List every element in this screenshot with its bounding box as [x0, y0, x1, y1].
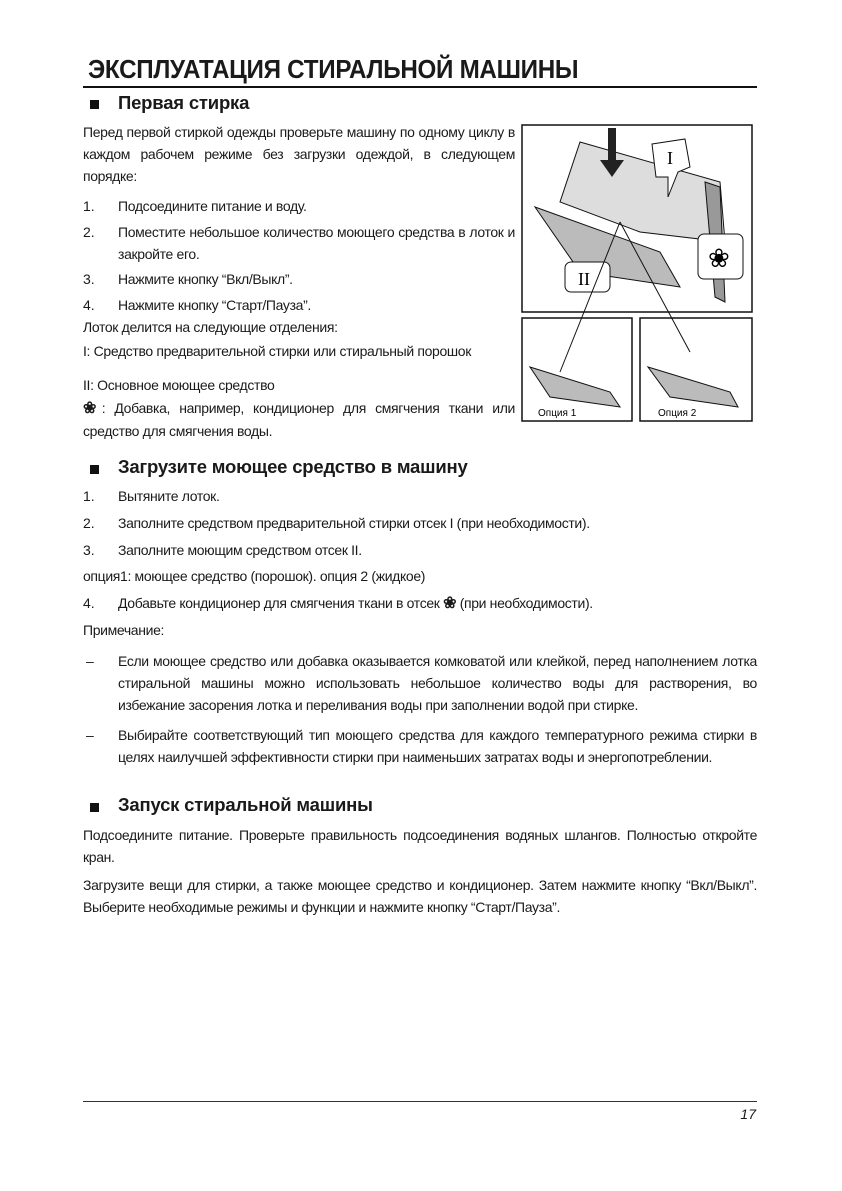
bullet-square	[90, 100, 99, 109]
label-I: I	[667, 148, 673, 168]
start-paragraph-2: Загрузите вещи для стирки, а также моющее средство и кондиционер. Затем нажмите кнопку “Вкл/Выкл”. Выберите необходимые режимы и функции и нажмите кнопку “Старт/Пауза”.	[83, 877, 757, 915]
step-text: Заполните средством предварительной стирки отсек I (при необходимости).	[118, 515, 590, 531]
flower-icon: ❀	[443, 595, 457, 612]
note-label: Примечание:	[83, 622, 165, 638]
step-number: 1.	[83, 488, 95, 504]
step-number: 3.	[83, 542, 95, 558]
step-text: Нажмите кнопку “Вкл/Выкл”.	[118, 271, 293, 287]
note-text: Если моющее средство или добавка оказывается комковатой или клейкой, перед наполнением лотка стиральной машины можно использовать небольшое количество воды для растворения, во избежание засорения лотка и переливания воды при заполнении водой при стирке.	[118, 653, 757, 713]
step-text: Вытяните лоток.	[118, 488, 220, 504]
step-number: 3.	[83, 271, 95, 287]
step-number: 4.	[83, 595, 95, 611]
page-number: 17	[740, 1106, 756, 1122]
step-number: 2.	[83, 515, 95, 531]
dash-bullet: –	[86, 653, 94, 669]
footer-rule	[83, 1101, 757, 1102]
step4-b: (при необходимости).	[456, 595, 593, 611]
dash-bullet: –	[86, 727, 94, 743]
compartment-3-text: : Добавка, например, кондиционер для смягчения ткани или средство для смягчения воды.	[83, 400, 515, 439]
compartment-2: II: Основное моющее средство	[83, 377, 275, 393]
step-text: Подсоедините питание и воду.	[118, 198, 307, 214]
flower-icon: ❀	[83, 400, 102, 417]
step-number: 1.	[83, 198, 95, 214]
option-2-label: Опция 2	[658, 408, 697, 419]
step4-a: Добавьте кондиционер для смягчения ткани в отсек	[118, 595, 444, 611]
tray-text: Лоток делится на следующие отделения:	[83, 319, 338, 335]
step-text: Поместите небольшое количество моющего средства в лоток и закройте его.	[118, 224, 515, 262]
step-text: Нажмите кнопку “Старт/Пауза”.	[118, 297, 311, 313]
option-note: опция1: моющее средство (порошок). опция 2 (жидкое)	[83, 568, 426, 584]
note-text: Выбирайте соответствующий тип моющего средства для каждого температурного режима стирки в целях наилучшей эффективности стирки при наименьших затратах воды и энергопотреблении.	[118, 727, 757, 765]
start-paragraph-1: Подсоедините питание. Проверьте правильность подсоединения водяных шлангов. Полностью откройте кран.	[83, 827, 757, 865]
bullet-square	[90, 803, 99, 812]
compartment-1: I: Средство предварительной стирки или стиральный порошок	[83, 343, 471, 359]
detergent-drawer-figure	[520, 122, 756, 424]
heading-load-detergent: Загрузите моющее средство в машину	[118, 456, 468, 477]
step-text: Заполните моющим средством отсек II.	[118, 542, 362, 558]
heading-start-machine: Запуск стиральной машины	[118, 794, 373, 815]
page-title: ЭКСПЛУАТАЦИЯ СТИРАЛЬНОЙ МАШИНЫ	[88, 54, 579, 84]
label-II: II	[578, 269, 590, 289]
title-rule	[83, 86, 757, 88]
arrow-icon	[608, 128, 616, 163]
step-text	[118, 592, 593, 615]
compartment-3	[83, 397, 515, 442]
intro-paragraph: Перед первой стиркой одежды проверьте машину по одному циклу в каждом рабочем режиме без загрузки одеждой, в следующем порядке:	[83, 124, 515, 184]
option-1-label: Опция 1	[538, 408, 577, 419]
heading-first-wash: Первая стирка	[118, 92, 250, 113]
step-number: 4.	[83, 297, 95, 313]
bullet-square	[90, 465, 99, 474]
step-number: 2.	[83, 224, 95, 240]
flower-icon: ❀	[708, 243, 730, 273]
